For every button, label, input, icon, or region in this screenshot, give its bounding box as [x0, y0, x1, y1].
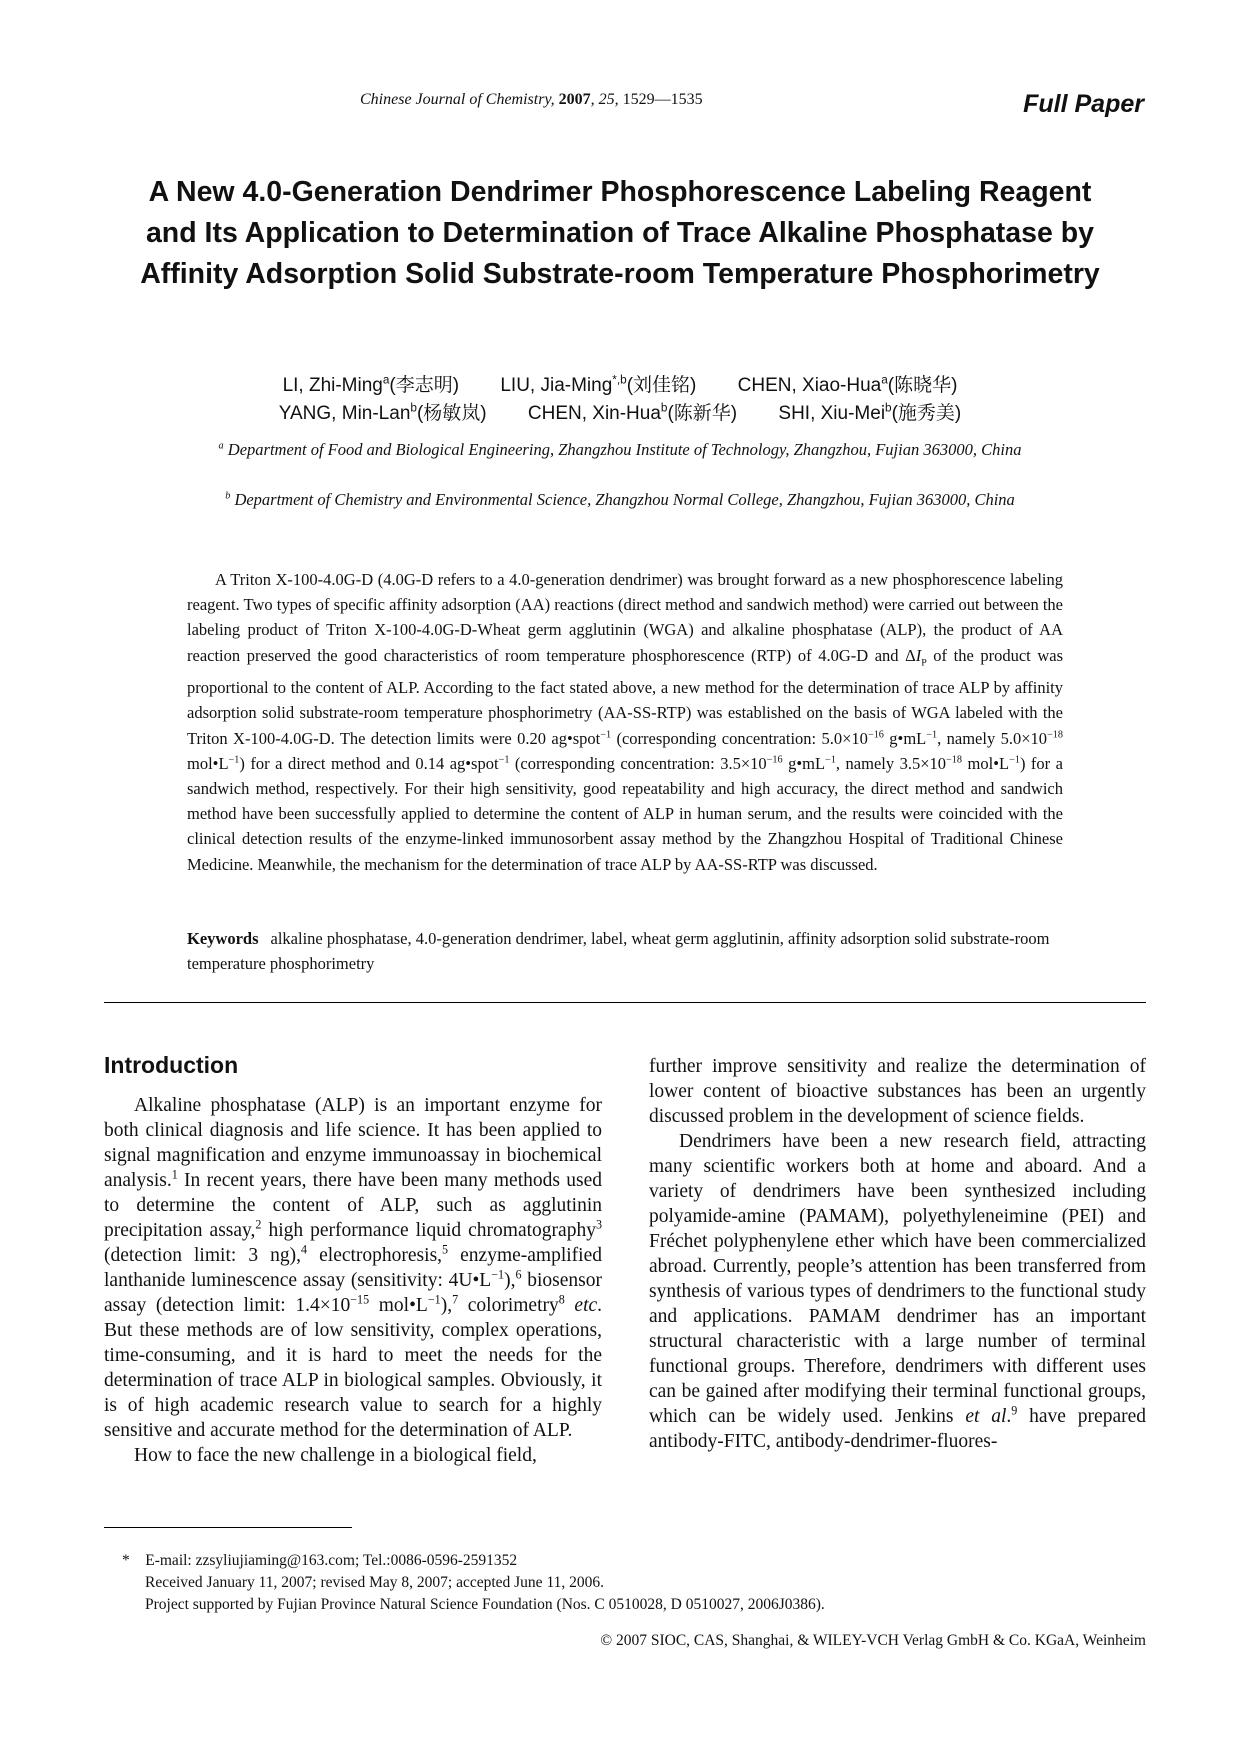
author: SHI, Xiu-Mei$^b$(施秀美) — [778, 401, 962, 424]
paragraph: further improve sensitivity and realize the determination of lower content of bioactive substances has been an urgently discussed problem in the development of science fields. — [649, 1056, 1146, 1127]
author: CHEN, Xin-Hua$^b$(陈新华) — [527, 401, 738, 424]
author-line-1 — [140, 370, 1100, 397]
journal-volume: 25 — [598, 91, 615, 108]
paragraph: Alkaline phosphatase (ALP) is an important enzyme for both clinical diagnosis and life science. It has been applied to signal magnification and enzyme immunoassay in biochemical analysis.$^1$ In recent years, there have been many methods used to determine the content of ALP, such as agglutinin precipitation assay,$^2$ high performance liquid chromatography$^3$ (detection limit: 3 ng),$^4$ electrophoresis,$^5$ enzyme-amplified lanthanide luminescence assay (sensitivity: $4U•L^{-1}),^6$ biosensor assay (detection limit: $1.4\times 10^{-15}$ $mol•L^{-1}),^7$ colorimetry$^8$ etc. But these methods are of low sensitivity, complex operations, time-consuming, and it is hard to meet the needs for the determination of trace ALP in biological samples. Obviously, it is of high academic research value to search for a highly sensitive and accurate method for the determination of ALP. — [104, 1095, 603, 1441]
section-divider — [104, 1002, 1146, 1003]
author: LI, Zhi-Ming$^a$(李志明) — [282, 373, 460, 396]
paragraph: How to face the new challenge in a biological field, — [134, 1445, 537, 1466]
footnote — [122, 1550, 825, 1616]
footnote-contact: * E-mail: zzsyliujiaming@163.com; Tel.:0086-0596-2591352 — [122, 1552, 518, 1569]
journal-year: 2007 — [558, 91, 591, 108]
article-type: Full Paper — [1023, 90, 1144, 118]
paragraph: Dendrimers have been a new research field, attracting many scientific workers both at home and aboard. And a variety of dendrimers have been synthesized including polyamide-amine (PAMAM), polyethyleneimine (PEI) and Fréchet polyphenylene ether which have been commercialized abroad. Currently, people’s attention has been transferred from synthesis of various types of dendrimers to the functional study and applications. PAMAM dendrimer has an important structural characteristic with a large number of terminal functional groups. Therefore, dendrimers with different uses can be gained after modifying their terminal functional groups, which can be widely used. Jenkins et al.$^9$ have prepared antibody-FITC, antibody-dendrimer-fluores- — [649, 1131, 1146, 1452]
copyright: © 2007 SIOC, CAS, Shanghai, & WILEY-VCH Verlag GmbH & Co. KGaA, Weinheim — [600, 1632, 1146, 1649]
journal-pages: 1529—1535 — [622, 91, 703, 108]
journal-name: Chinese Journal of Chemistry — [360, 91, 551, 108]
body-column-left — [104, 1093, 602, 1468]
author: LIU, Jia-Ming$^{*,b}$(刘佳铭) — [500, 373, 697, 396]
author: YANG, Min-Lan$^b$(杨敏岚) — [278, 401, 487, 424]
footnote-divider — [104, 1527, 352, 1528]
footnote-funding: Project supported by Fujian Province Natural Science Foundation (Nos. C 0510028, D 0510027, 2006J0386). — [145, 1596, 825, 1613]
author-line-2 — [140, 398, 1100, 425]
keywords-label: Keywords — [187, 929, 259, 948]
footnote-received: Received January 11, 2007; revised May 8, 2007; accepted June 11, 2006. — [145, 1574, 604, 1591]
section-heading: Introduction — [104, 1052, 239, 1078]
paper-title: A New 4.0-Generation Dendrimer Phosphorescence Labeling Reagent and Its Application to Determination of Trace Alkaline Phosphatase by Affinity Adsorption Solid Substrate-room Temperature Phosphorimetry — [140, 176, 1100, 290]
affiliation-b: $^b$ Department of Chemistry and Environmental Science, Zhangzhou Normal College, Zhangzhou, Fujian 363000, China — [225, 490, 1015, 509]
author: CHEN, Xiao-Hua$^a$(陈晓华) — [737, 373, 958, 396]
keywords-text: alkaline phosphatase, 4.0-generation dendrimer, label, wheat germ agglutinin, affinity adsorption solid substrate-room temperature phosphorimetry — [187, 929, 1050, 973]
body-column-right — [649, 1054, 1146, 1454]
keywords — [187, 926, 1063, 976]
affiliation-a: $^a$ Department of Food and Biological Engineering, Zhangzhou Institute of Technology, Zhangzhou, Fujian 363000, China — [218, 440, 1022, 459]
journal-citation: Chinese Journal of Chemistry, 2007, 25, 1529—1535 — [360, 91, 703, 108]
abstract: A Triton X-100-4.0G-D (4.0G-D refers to a 4.0-generation dendrimer) was brought forward as a new phosphorescence labeling reagent. Two types of specific affinity adsorption (AA) reactions (direct method and sandwich method) were carried out between the labeling product of Triton X-100-4.0G-D-Wheat germ agglutinin (WGA) and alkaline phosphatase (ALP), the product of AA reaction preserved the good characteristics of room temperature phosphorescence (RTP) of 4.0G-D and $\Delta I_P$ of the product was proportional to the content of ALP. According to the fact stated above, a new method for the determination of trace ALP by affinity adsorption solid substrate-room temperature phosphorimetry (AA-SS-RTP) was established on the basis of WGA labeled with the Triton X-100-4.0G-D. The detection limits were 0.20 ag•spot$^{-1}$ (corresponding concentration: $5.0\times 10^{-16}$ $g•mL^{-1}$, namely $5.0\times 10^{-18}$ $mol•L^{-1}$) for a direct method and 0.14 ag•spot$^{-1}$ (corresponding concentration: $3.5\times 10^{-16}$ $g•mL^{-1}$, namely $3.5\times 10^{-18}$ $mol•L^{-1}$) for a sandwich method, respectively. For their high sensitivity, good repeatability and high accuracy, the direct method and sandwich method have been successfully applied to determine the content of ALP in human serum, and the results were coincided with the clinical detection results of the enzyme-linked immunosorbent assay method by the Zhangzhou Hospital of Traditional Chinese Medicine. Meanwhile, the mechanism for the determination of trace ALP by AA-SS-RTP was discussed. — [187, 570, 1064, 874]
